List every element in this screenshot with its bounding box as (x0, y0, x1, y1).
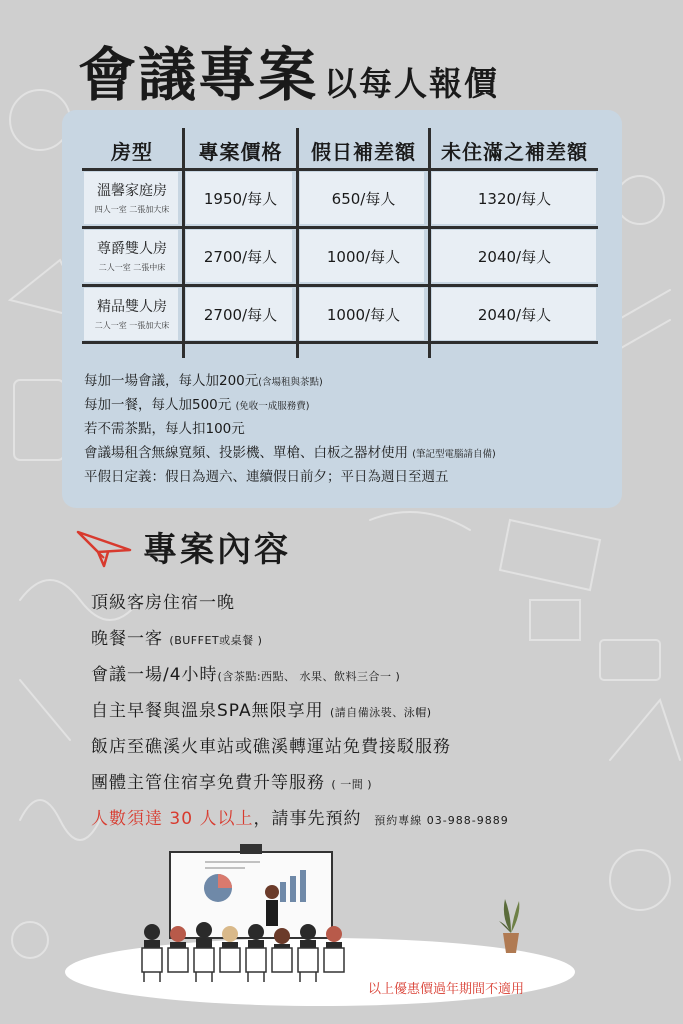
table-hline (82, 341, 598, 344)
paper-plane-icon (76, 528, 132, 568)
partial-surcharge: 2040/每人 (477, 248, 552, 266)
holiday-surcharge: 650/每人 (331, 190, 396, 208)
pricing-notes (84, 370, 614, 490)
table-hline (82, 284, 598, 287)
list-item: 飯店至礁溪火車站或礁溪轉運站免費接駁服務 (91, 737, 451, 757)
note-line: 每加一餐，每人加500元 (免收一成服務費) (84, 397, 310, 413)
table-hline (82, 168, 598, 171)
plant-icon (497, 895, 525, 955)
booking-phone: 預約專線 03-988-9889 (374, 814, 509, 827)
holiday-surcharge: 1000/每人 (326, 306, 401, 324)
note-line: 若不需茶點，每人扣100元 (84, 421, 245, 437)
table-hline (82, 226, 598, 229)
room-desc: 二人一室 二張中床 (98, 263, 166, 272)
price-panel (62, 110, 622, 508)
list-item: 自主早餐與溫泉SPA無限享用 (請自備泳裝、泳帽) (91, 701, 432, 721)
col-header-partial-surcharge: 未住滿之補差額 (441, 140, 588, 164)
package-price: 1950/每人 (203, 190, 278, 208)
note-line: 每加一場會議，每人加200元(含場租與茶點) (84, 373, 323, 389)
room-desc: 二人一室 一張加大床 (94, 321, 170, 330)
col-header-package-price: 專案價格 (198, 140, 283, 164)
room-name: 尊爵雙人房 (97, 241, 167, 257)
note-line: 會議場租含無線寬頻、投影機、單槍、白板之器材使用 (筆記型電腦請自備) (84, 445, 496, 461)
room-desc: 四人一室 二張加大床 (94, 205, 170, 214)
room-name: 溫馨家庭房 (97, 183, 167, 199)
list-item: 頂級客房住宿一晚 (91, 593, 235, 613)
requirement-line: 人數須達 30 人以上，請事先預約 預約專線 03-988-9889 (91, 809, 509, 829)
room-name: 精品雙人房 (97, 299, 167, 315)
requirement-red-text: 人數須達 30 人以上 (91, 809, 254, 829)
title-main: 會議專案 (78, 41, 319, 109)
note-line: 平假日定義：假日為週六、連續假日前夕；平日為週日至週五 (84, 469, 449, 485)
package-price: 2700/每人 (203, 248, 278, 266)
holiday-surcharge: 1000/每人 (326, 248, 401, 266)
col-header-holiday-surcharge: 假日補差額 (311, 140, 416, 164)
col-header-room-type: 房型 (111, 140, 153, 164)
footnote: 以上優惠價過年期間不適用 (368, 982, 525, 997)
package-list (91, 588, 509, 840)
list-item: 晚餐一客 (BUFFET或桌餐 ) (91, 629, 263, 649)
partial-surcharge: 1320/每人 (477, 190, 552, 208)
package-price: 2700/每人 (203, 306, 278, 324)
list-item: 會議一場/4小時(含茶點:西點、 水果、飲料三合一 ) (91, 665, 401, 685)
partial-surcharge: 2040/每人 (477, 306, 552, 324)
title-subtitle: 以每人報價 (324, 64, 500, 103)
page-title (78, 28, 499, 112)
package-title: 專案內容 (143, 530, 291, 570)
list-item: 團體主管住宿享免費升等服務 ( 一間 ) (91, 773, 372, 793)
